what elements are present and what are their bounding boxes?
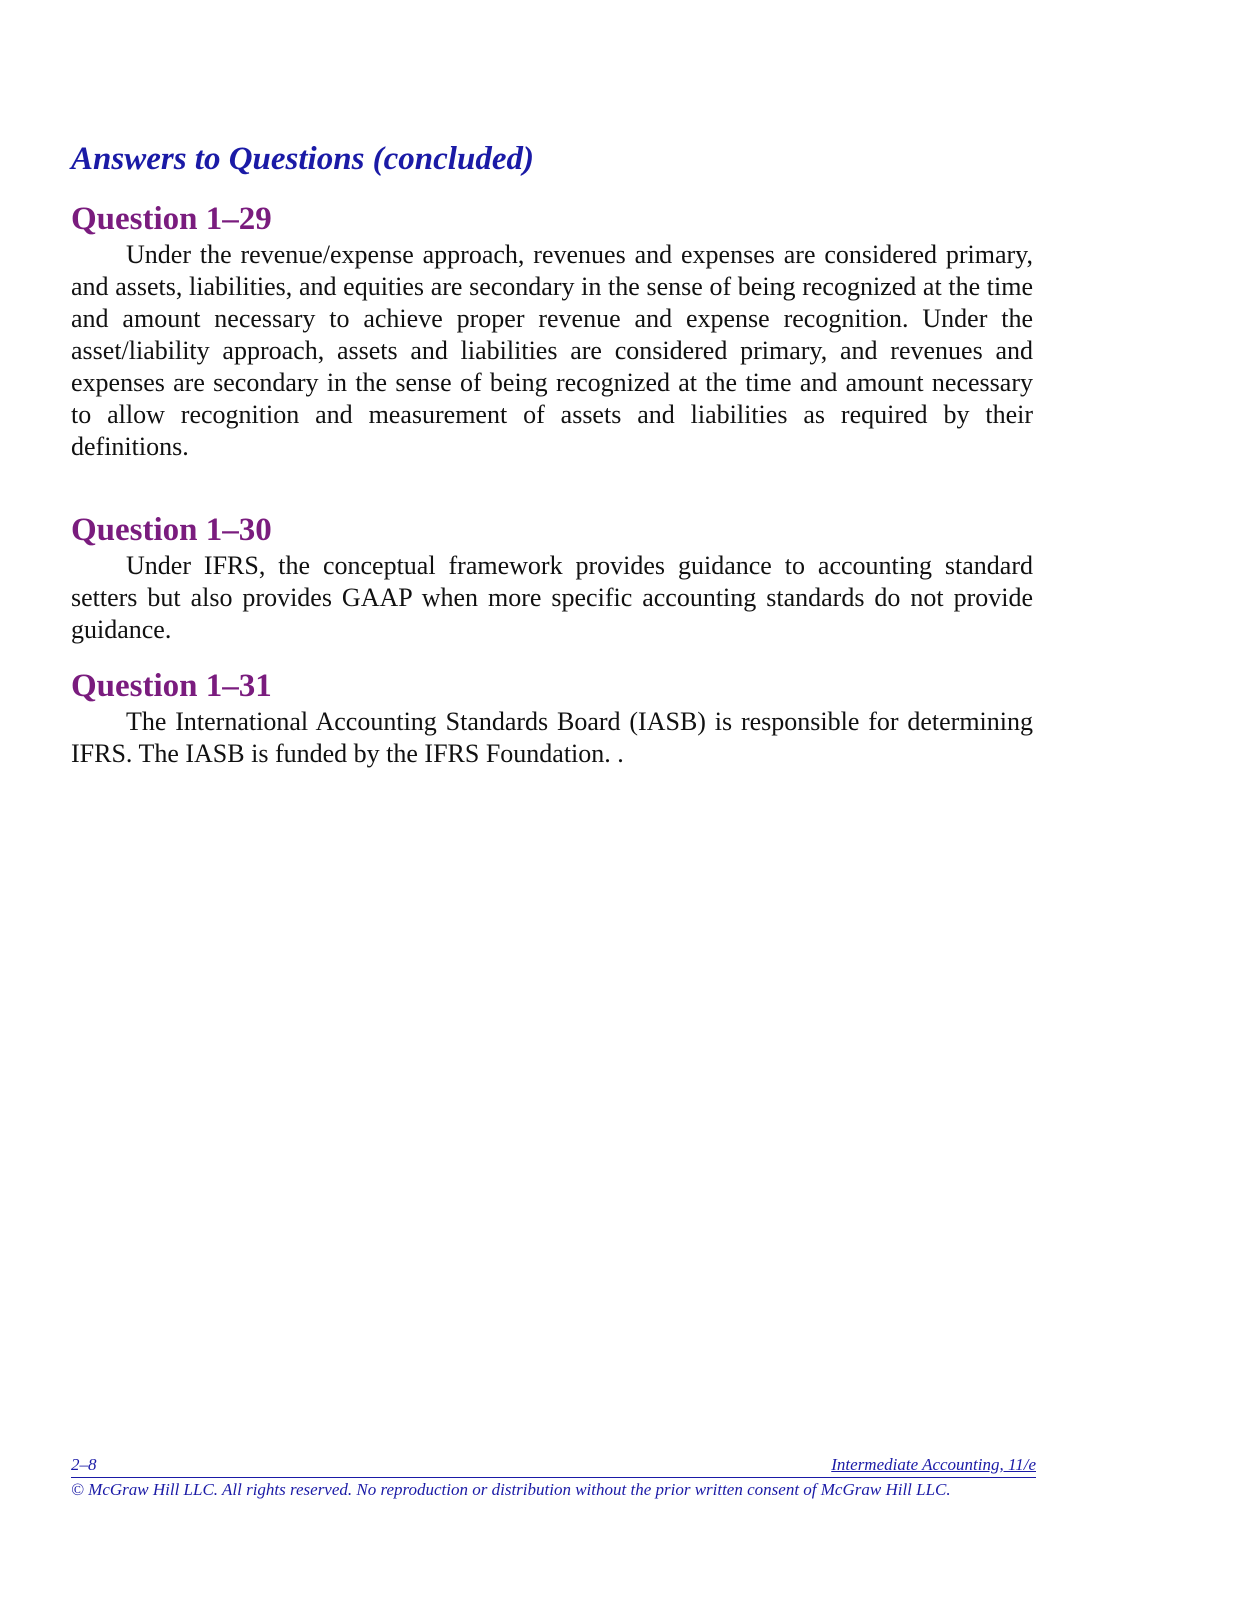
page-footer <box>71 1454 1036 1501</box>
question-1-29-answer: Under the revenue/expense approach, revenues and expenses are considered primary, and assets, liabilities, and equities are secondary in the sense of being recognized at the time and amount necessary to achieve proper revenue and expense recognition. Under the asset/liability approach, assets and liabilities are considered primary, and revenues and expenses are secondary in the sense of being recognized at the time and amount necessary to allow recognition and measurement of assets and liabilities as required by their definitions. <box>71 240 1033 461</box>
book-title: Intermediate Accounting, 11/e <box>831 1455 1036 1474</box>
copyright-notice: © McGraw Hill LLC. All rights reserved. No reproduction or distribution without the prior written consent of McGraw Hill LLC. <box>71 1480 951 1499</box>
question-1-30-answer: Under IFRS, the conceptual framework provides guidance to accounting standard setters but also provides GAAP when more specific accounting standards do not provide guidance. <box>71 551 1033 644</box>
page-number: 2–8 <box>71 1455 97 1474</box>
question-1-29-title: Question 1–29 <box>71 201 272 237</box>
page-title: Answers to Questions (concluded) <box>71 141 534 177</box>
footer-header-line <box>71 1454 1036 1478</box>
question-1-31-title: Question 1–31 <box>71 668 272 704</box>
question-1-30-title: Question 1–30 <box>71 512 272 548</box>
question-1-31-answer: The International Accounting Standards Board (IASB) is responsible for determining IFRS. The IASB is funded by the IFRS Foundation. . <box>71 707 1033 768</box>
